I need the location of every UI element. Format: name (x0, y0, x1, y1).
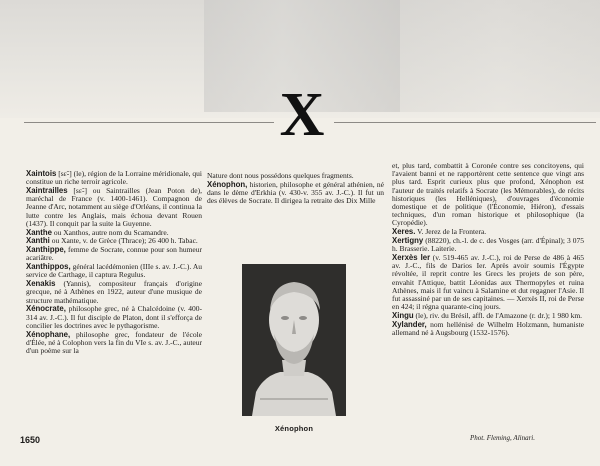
dictionary-entry (26, 187, 202, 228)
dictionary-entry (392, 254, 584, 311)
entry-headword: Xeres. (392, 227, 416, 237)
entry-headword: Xerxès Ier (392, 253, 431, 263)
photo-credit: Phot. Fleming, Alinari. (470, 434, 536, 442)
entry-headword: Xanthi (26, 236, 50, 246)
entry-headword: Xaintrailles (26, 186, 68, 195)
dictionary-entry (207, 181, 384, 206)
entry-text: philosophe grec, né à Chalcédoine (v. 400-314 av. J.-C.). Il fut disciple de Platon, dont il s'efforça de concilier les doctrines avec le pythagorisme. (26, 304, 202, 330)
entry-text: [sɛ̃-] (le), région de la Lorraine méridionale, qui constitue un riche terroir agricole. (26, 169, 202, 187)
heading-rule-left (24, 122, 274, 123)
entry-text: (Yannis), compositeur français d'origine grecque, né à Athènes en 1922, auteur d'une musique de structure mathématique. (26, 279, 202, 305)
entry-text: et, plus tard, combattit à Coronée contre ses concitoyens, qui l'avaient banni et ne rapportèrent cette sentence que vingt ans plus tard. Esprit curieux plus que profond, Xénophon est l'auteur de traités relatifs à Socrate (les Mémorables), de récits historiques (les Helléniques), d'ouvrages d'économie domestique et de politique (l'Économie, Hiéron), d'essais techniques, d'un roman historique et philosophique (la Cyropédie). (392, 161, 584, 228)
dictionary-entry (26, 331, 202, 356)
section-letter: X (279, 81, 325, 149)
entry-headword: Xénophon, (207, 179, 248, 189)
entry-text: historien, philosophe et général athénien, né dans le dème d'Erkhia (v. 430-v. 355 av. J.-C.). Il fut un des élèves de Socrate. Il dirigea la retraite des Dix Mille (207, 179, 384, 206)
dictionary-entry (26, 263, 202, 279)
column-2 (207, 172, 384, 206)
heading-rule-right (334, 122, 596, 123)
entry-headword: Xanthe (26, 227, 52, 237)
column-3 (392, 162, 584, 338)
entry-headword: Xenakis (26, 279, 56, 289)
dictionary-entry (392, 162, 584, 228)
entry-text: (v. 519-465 av. J.-C.), roi de Perse de 486 à 465 av. J.-C., fils de Darios Ier. Après avoir soumis l'Égypte révoltée, il reprit contre les Grecs les projets de son père, envahit l'Attique, battit Léonidas aux Thermopyles et ruina Athènes, mais il fut vaincu à Salamine et dut regagner l'Asie. Il fut assassiné par un de ses capitaines. — Xerxès II, roi de Perse en 424; il régna quarante-cinq jours. (392, 253, 584, 312)
entry-headword: Xylander, (392, 319, 427, 329)
entry-headword: Xertigny (392, 236, 424, 246)
entry-text: (88220), ch.-l. de c. des Vosges (arr. d'Épinal); 3 075 h. Brasserie. Laiterie. (392, 236, 584, 254)
entry-text: ou Xante, v. de Grèce (Thrace); 26 400 h. Tabac. (49, 236, 198, 246)
entry-headword: Xingu (392, 311, 414, 321)
entry-headword: Xaintois (26, 169, 57, 178)
dictionary-entry (392, 321, 584, 337)
dictionary-entry (392, 237, 584, 253)
entry-headword: Xénocrate, (26, 304, 66, 314)
entry-text: (le), riv. du Brésil, affl. de l'Amazone (r. dr.); 1 980 km. (413, 311, 583, 321)
entry-text: ou Xanthos, autre nom du Scamandre. (52, 227, 169, 237)
column-1 (26, 170, 202, 356)
background-illustration-right (400, 0, 600, 112)
entry-text: [sɛ̃-] ou Saintrailles (Jean Poton de), maréchal de France (v. 1400-1461). Compagnon de Jeanne d'Arc, notamment au siège d'Orléans, il continua la lutte contre les Anglais, mais échoua devant Rouen (1437). Il conquit par la suite la Guyenne. (26, 186, 202, 228)
page-number: 1650 (20, 435, 41, 445)
entry-text: nom hellénisé de Wilhelm Holzmann, humaniste allemand né à Augsbourg (1532-1576). (392, 319, 584, 338)
dictionary-entry (26, 280, 202, 305)
dictionary-entry (26, 170, 202, 186)
entry-headword: Xanthippos, (26, 262, 71, 272)
xenophon-bust-photo (242, 264, 346, 416)
dictionary-entry (26, 246, 202, 262)
dictionary-entry (26, 305, 202, 330)
entry-text: philosophe grec, fondateur de l'école d'Élée, né à Colophon vers la fin du VIe s. av. J.-C., auteur d'un poème sur la (26, 329, 202, 356)
entry-text: V. Jerez de la Frontera. (415, 227, 487, 237)
photo-caption: Xénophon (274, 424, 314, 433)
entry-headword: Xénophane, (26, 329, 71, 339)
entry-text: Nature dont nous possédons quelques fragments. (207, 171, 354, 180)
bust-illustration (242, 264, 346, 416)
entry-text: général lacédémonien (IIIe s. av. J.-C.). Au service de Carthage, il captura Regulus. (26, 262, 202, 280)
entry-text: femme de Socrate, connue pour son humeur acariâtre. (26, 245, 202, 263)
entry-headword: Xanthippe, (26, 245, 66, 255)
